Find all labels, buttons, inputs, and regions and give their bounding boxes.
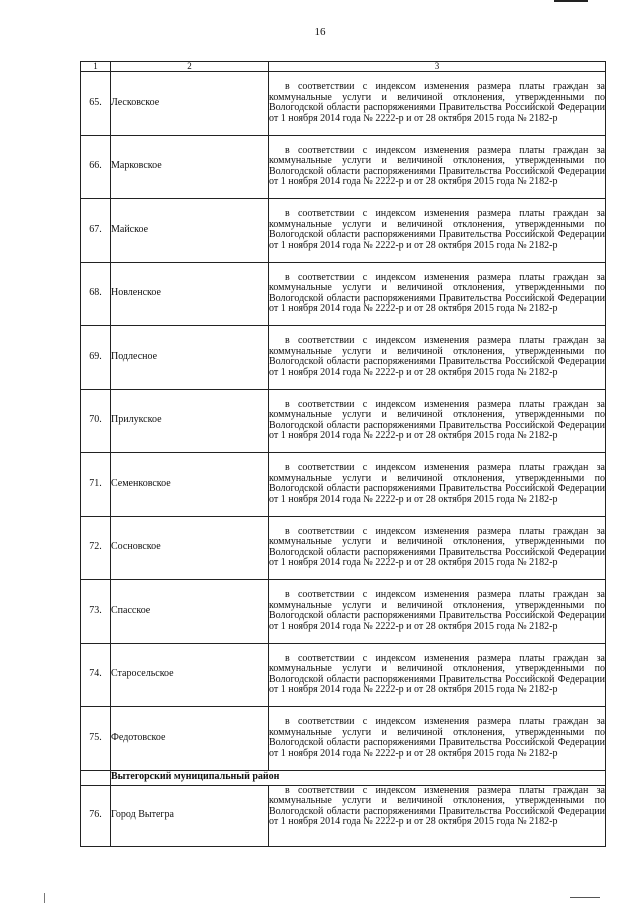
description-text: в соответствии с индексом изменения размера платы граждан за коммунальные услуги и величиной отклонения, утвержденными по Вологодской области распоряжениями Правительства Российской Федерации от 1 ноября 2014 года № 2222-р и от 28 октября 2015 года № 2182-р <box>269 335 605 378</box>
row-number: 67. <box>81 199 111 263</box>
description-text: в соответствии с индексом изменения размера платы граждан за коммунальные услуги и величиной отклонения, утвержденными по Вологодской области распоряжениями Правительства Российской Федерации от 1 ноября 2014 года № 2222-р и от 28 октября 2015 года № 2182-р <box>269 462 605 505</box>
table-row <box>81 453 606 517</box>
description-cell <box>269 262 606 326</box>
description-text: в соответствии с индексом изменения размера платы граждан за коммунальные услуги и величиной отклонения, утвержденными по Вологодской области распоряжениями Правительства Российской Федерации от 1 ноября 2014 года № 2222-р и от 28 октября 2015 года № 2182-р <box>269 525 605 569</box>
row-number: 66. <box>81 135 111 199</box>
column-header-1: 1 <box>81 62 111 72</box>
corner-mark <box>554 0 588 5</box>
description-cell <box>269 707 606 771</box>
municipality-name: Федотовское <box>111 707 269 771</box>
table-row <box>81 389 606 453</box>
municipality-name: Семенковское <box>111 453 269 517</box>
municipality-name: Лесковское <box>111 72 269 136</box>
municipality-name: Прилукское <box>111 389 269 453</box>
bottom-mark <box>570 897 600 900</box>
row-number: 69. <box>81 326 111 390</box>
municipality-name: Новленское <box>111 262 269 326</box>
description-text: в соответствии с индексом изменения размера платы граждан за коммунальные услуги и величиной отклонения, утвержденными по Вологодской области распоряжениями Правительства Российской Федерации от 1 ноября 2014 года № 2222-р и от 28 октября 2015 года № 2182-р <box>269 652 605 696</box>
description-text: в соответствии с индексом изменения размера платы граждан за коммунальные услуги и величиной отклонения, утвержденными по Вологодской области распоряжениями Правительства Российской Федерации от 1 ноября 2014 года № 2222-р и от 28 октября 2015 года № 2182-р <box>269 716 605 759</box>
description-text: в соответствии с индексом изменения размера платы граждан за коммунальные услуги и величиной отклонения, утвержденными по Вологодской области распоряжениями Правительства Российской Федерации от 1 ноября 2014 года № 2222-р и от 28 октября 2015 года № 2182-р <box>269 208 605 251</box>
row-number: 75. <box>81 707 111 771</box>
table-row <box>81 707 606 771</box>
description-cell <box>269 516 606 580</box>
description-cell <box>269 72 606 136</box>
tariff-table <box>80 61 606 847</box>
region-title: Вытегорский муниципальный район <box>111 770 606 785</box>
column-header-3: 3 <box>269 62 606 72</box>
description-text: в соответствии с индексом изменения размера платы граждан за коммунальные услуги и величиной отклонения, утвержденными по Вологодской области распоряжениями Правительства Российской Федерации от 1 ноября 2014 года № 2222-р и от 28 октября 2015 года № 2182-р <box>269 144 605 188</box>
table-row <box>81 72 606 136</box>
municipality-name: Спасское <box>111 580 269 644</box>
table-row <box>81 643 606 707</box>
table-row <box>81 785 606 846</box>
description-text: в соответствии с индексом изменения размера платы граждан за коммунальные услуги и величиной отклонения, утвержденными по Вологодской области распоряжениями Правительства Российской Федерации от 1 ноября 2014 года № 2222-р и от 28 октября 2015 года № 2182-р <box>269 785 605 828</box>
table-row <box>81 135 606 199</box>
row-number: 65. <box>81 72 111 136</box>
description-cell <box>269 785 606 846</box>
page-number: 16 <box>314 26 326 38</box>
description-cell <box>269 199 606 263</box>
table-header-row <box>81 62 606 72</box>
description-text: в соответствии с индексом изменения размера платы граждан за коммунальные услуги и величиной отклонения, утвержденными по Вологодской области распоряжениями Правительства Российской Федерации от 1 ноября 2014 года № 2222-р и от 28 октября 2015 года № 2182-р <box>269 271 605 315</box>
row-number: 74. <box>81 643 111 707</box>
municipality-name: Город Вытегра <box>111 785 269 846</box>
description-cell <box>269 326 606 390</box>
description-cell <box>269 135 606 199</box>
municipality-name: Подлесное <box>111 326 269 390</box>
description-cell <box>269 453 606 517</box>
table-row <box>81 262 606 326</box>
row-number: 76. <box>81 785 111 846</box>
row-number: 71. <box>81 453 111 517</box>
municipality-name: Майское <box>111 199 269 263</box>
description-cell <box>269 389 606 453</box>
description-text: в соответствии с индексом изменения размера платы граждан за коммунальные услуги и величиной отклонения, утвержденными по Вологодской области распоряжениями Правительства Российской Федерации от 1 ноября 2014 года № 2222-р и от 28 октября 2015 года № 2182-р <box>269 589 605 632</box>
municipality-name: Сосновское <box>111 516 269 580</box>
row-number: 70. <box>81 389 111 453</box>
municipality-name: Марковское <box>111 135 269 199</box>
table-row <box>81 580 606 644</box>
description-text: в соответствии с индексом изменения размера платы граждан за коммунальные услуги и величиной отклонения, утвержденными по Вологодской области распоряжениями Правительства Российской Федерации от 1 ноября 2014 года № 2222-р и от 28 октября 2015 года № 2182-р <box>269 398 605 442</box>
table-row <box>81 516 606 580</box>
bottom-left-mark <box>44 893 45 903</box>
table-row <box>81 326 606 390</box>
region-number-cell <box>81 770 111 785</box>
region-row <box>81 770 606 785</box>
description-cell <box>269 580 606 644</box>
description-text: в соответствии с индексом изменения размера платы граждан за коммунальные услуги и величиной отклонения, утвержденными по Вологодской области распоряжениями Правительства Российской Федерации от 1 ноября 2014 года № 2222-р и от 28 октября 2015 года № 2182-р <box>269 81 605 124</box>
table-row <box>81 199 606 263</box>
municipality-name: Старосельское <box>111 643 269 707</box>
row-number: 72. <box>81 516 111 580</box>
row-number: 73. <box>81 580 111 644</box>
column-header-2: 2 <box>111 62 269 72</box>
row-number: 68. <box>81 262 111 326</box>
description-cell <box>269 643 606 707</box>
